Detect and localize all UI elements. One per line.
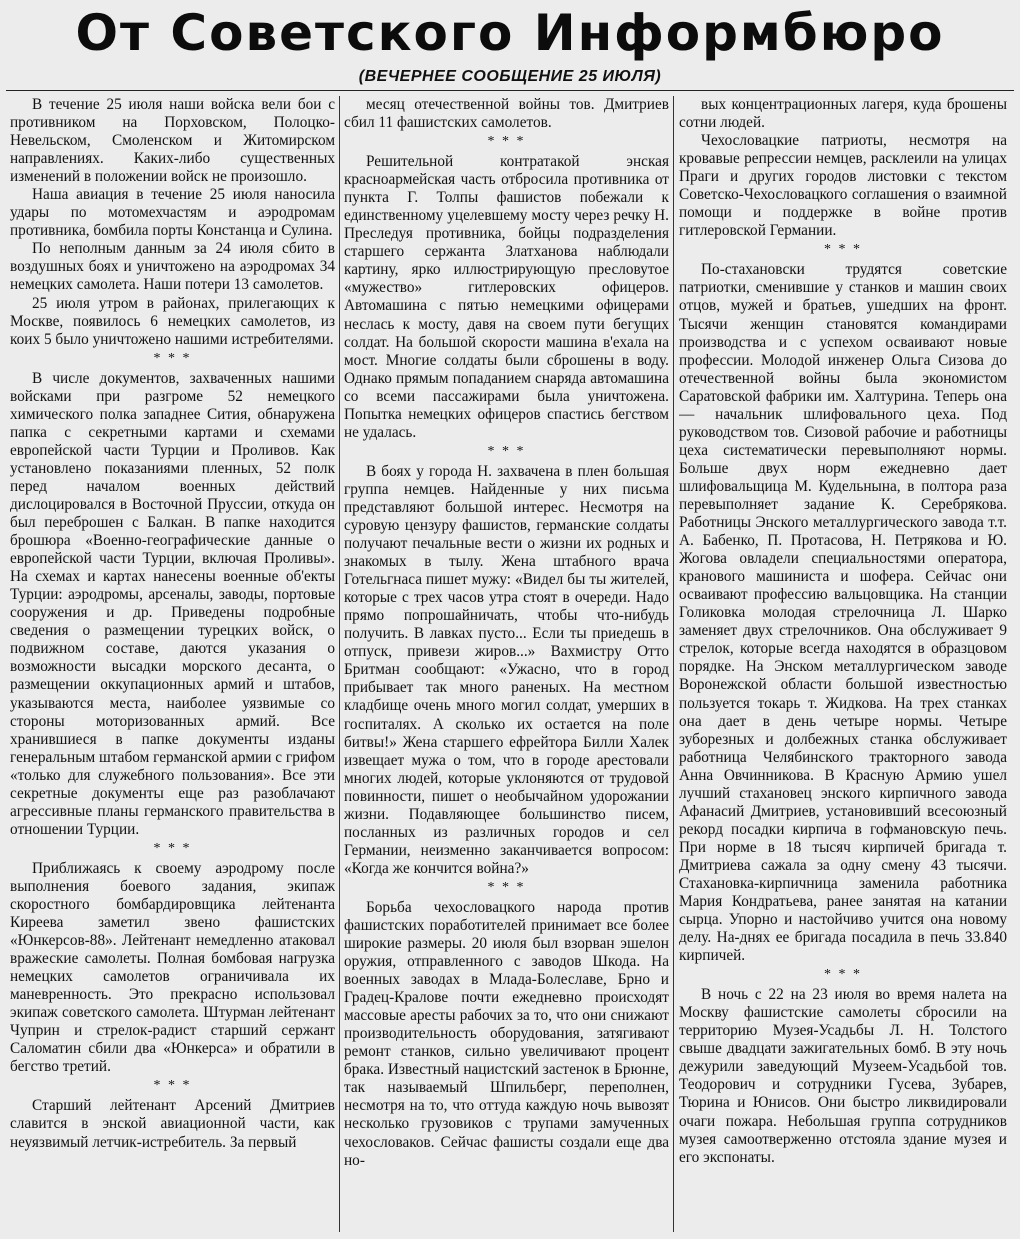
paragraph: По-стахановски трудятся советские патриотки, сменившие у станков и машин своих отцов, мужей и братьев, ушедших на фронт. Тысячи женщин становятся командирами производства и с успехом осваивают новые профессии. Молодой инженер Ольга Сизова до отечественной войны была экономистом Саратовской фабрики им. Халтурина. Теперь она — начальник шлифовального цеха. Под руководством тов. Сизовой рабочие и работницы цеха систематически перевыполняют нормы. Больше двух норм ежедневно дает шлифовальщица М. Кудельнына, в полтора раза перевыполняет задание К. Серебрякова. Работницы Энского металлургического завода т.т. А. Бабенко, П. Протасова, Н. Петрякова и Ю. Жогова овладели специальностями оператора, кранового машиниста и шофера. Сейчас они осваивают профессию вальцовщика. На станции Голиковка молодая стрелочница Л. Шарко заменяет двух стрелочников. Она обслуживает 9 стрелок, которые всегда находятся в образцовом порядке. На Энском металлургическом заводе Воронежской области большой известностью пользуется токарь т. Жидкова. На трех станках она дает в день четыре нормы. Четыре зуборезных и долбежных станка обслуживает работница Челябинского тракторного завода Анна Овчинникова. В Красную Армию ушел лучший стахановец энского кирпичного завода Афанасий Дмитриев, установивший всесоюзный рекорд посадки кирпича в гофмановскую печь. При норме в 18 тысяч кирпичей бригада т. Дмитриева сажала за одну смену 43 тысячи. Стахановка-кирпичница заменила работника Мария Кондратьева, ранее занятая на катании сырца. Упорно и настойчиво учится она новому делу. На-днях ее бригада посадила в печь 33.840 кирпичей. <box>679 261 1007 965</box>
paragraph: В боях у города Н. захвачена в плен большая группа немцев. Найденные у них письма представляют большой интерес. Несмотря на суровую цензуру фашистов, германские солдаты получают печальные вести о жизни их родных и знакомых в тылу. Жена штабного врача Готельгнаса пишет мужу: «Видел бы ты жителей, которые с трех часов утра стоят в очереди. Надо прямо попрошайничать, чтобы что-нибудь получить. В лавках пусто... Если ты приедешь в отпуск, привези жиров...» Вахмистру Отто Бритман сообщают: «Ужасно, что в город прибывает так много раненых. На местном кладбище очень много могил солдат, умерших в госпиталях. А сколько их остается на поле битвы!» Жена старшего ефрейтора Билли Халек извещает мужа о том, что в городе арестовали многих людей, которые уклоняются от трудовой повинности, пишет о необычайном удорожании жизни. Подавляющее большинство писем, посланных из различных городов и сел Германии, неизменно заканчивается вопросом: «Когда же кончится война?» <box>344 462 669 877</box>
column-2 <box>344 96 669 1234</box>
paragraph: Борьба чехословацкого народа против фашистских поработителей принимает все более широкие размеры. 20 июля был взорван эшелон оружия, отправленного с заводов Шкода. На военных заводах в Млада-Болеславе, Брно и Градец-Кралове почти ежедневно происходят массовые аресты рабочих за то, что они снижают производительность оборудования, затягивают ремонт станков, сильно увеличивают процент брака. Известный нацистский застенок в Брюнне, так называемый Шпильберг, переполнен, несмотря на то, что оттуда каждую ночь вывозят несколько грузовиков с трупами замученных чехословаков. Сейчас фашисты создали еще два но- <box>344 898 669 1169</box>
section-separator: * * * <box>487 879 526 895</box>
column-1 <box>10 96 335 1234</box>
column-divider <box>673 96 674 1232</box>
subheadline: (ВЕЧЕРНЕЕ СООБЩЕНИЕ 25 ИЮЛЯ) <box>358 68 662 85</box>
paragraph: Решительной контратакой энская красноармейская часть отбросила противника от пункта Г. Толпы фашистов побежали к единственному уцелевшему мосту через речку Н. Преследуя противника, бойцы подразделения старшего сержанта Златханова наблюдали картину, ярко иллюстрирующую пресловутое «мужество» гитлеровских офицеров. Автомашина с пятью немецкими офицерами неслась к мосту, давя на своем пути бегущих солдат. На большой скорости машина в'ехала на мост. Многие солдаты были сброшены в воду. Однако прямым попаданием снаряда автомашина со всеми пассажирами была уничтожена. Попытка немецких офицеров спастись бегством не удалась. <box>344 153 669 441</box>
paragraph: 25 июля утром в районах, прилегающих к Москве, появилось 6 немецких самолетов, из коих 5 было уничтожено нашими истребителями. <box>10 294 335 348</box>
column-3 <box>679 96 1007 1234</box>
paragraph: В ночь с 22 на 23 июля во время налета на Москву фашистские самолеты сбросили на территорию Музея-Усадьбы Л. Н. Толстого свыше двадцати зажигательных бомб. В эту ночь дежурили заведующий Музеем-Усадьбой тов. Теодорович и сотрудники Гусева, Зубарев, Тюрина и Юнисов. Они быстро ликвидировали очаги пожара. Небольшая группа сотрудников музея самоотверженно отстояла здание музея и его экспонаты. <box>679 986 1007 1166</box>
paragraph: Приближаясь к своему аэродрому после выполнения боевого задания, экипаж скоростного бомбардировщика лейтенанта Киреева заметил звено фашистских «Юнкерсов-88». Лейтенант немедленно атаковал вражеские самолеты. Полная бомбовая нагрузка немецких самолетов ограничивала их маневренность. Это прекрасно использовал экипаж советского самолета. Штурман лейтенант Чуприн и стрелок-радист старший сержант Саломатин сбили два «Юнкерса» и обратили в бегство третий. <box>10 859 335 1076</box>
paragraph: По неполным данным за 24 июля сбито в воздушных боях и уничтожено на аэродромах 34 немецких самолета. Наши потери 13 самолетов. <box>10 240 335 294</box>
paragraph: Старший лейтенант Арсений Дмитриев славится в энской авиационной части, как неуязвимый летчик-истребитель. За первый <box>10 1097 335 1151</box>
section-separator: * * * <box>824 967 862 983</box>
paragraph: Наша авиация в течение 25 июля наносила удары по мотомехчастям и аэродромам противника, бомбила порты Констанца и Сулина. <box>10 186 335 240</box>
section-separator: * * * <box>487 443 526 459</box>
section-separator: * * * <box>153 840 192 856</box>
section-separator: * * * <box>824 242 862 258</box>
section-separator: * * * <box>153 350 192 366</box>
section-separator: * * * <box>487 134 526 150</box>
paragraph: В течение 25 июля наши войска вели бои с противником на Порховском, Полоцко-Невельском, Смоленском и Житомирском направлениях. Каких-либо существенных изменений в положении войск не произошло. <box>10 96 335 186</box>
header-rule <box>6 90 1014 91</box>
paragraph: вых концентрационных лагеря, куда брошены сотни людей. <box>679 96 1007 132</box>
paragraph: месяц отечественной войны тов. Дмитриев сбил 11 фашистских самолетов. <box>344 96 669 132</box>
headline: От Советского Информбюро <box>75 4 945 62</box>
paragraph: Чехословацкие патриоты, несмотря на кровавые репрессии немцев, расклеили на улицах Праги и других городов листовки с текстом Советско-Чехословацкого соглашения о взаимной помощи и поддержке в войне против гитлеровской Германии. <box>679 132 1007 240</box>
column-divider <box>339 96 340 1232</box>
paragraph: В числе документов, захваченных нашими войсками при разгроме 52 немецкого химического полка западнее Сития, обнаружена папка с секретными картами и схемами европейской части Турции и Проливов. Как установлено показаниями пленных, 52 полк перед началом военных действий дислоцировался в Восточной Пруссии, откуда он был переброшен с Балкан. В папке находится брошюра «Военно-географические данные о европейской части Турции, включая Проливы». На схемах и картах нанесены военные об'екты Турции: аэродромы, арсеналы, заводы, портовые сооружения и др. Приведены подробные сведения о размещении турецких войск, о подвижном составе, даются указания о возможности высадки морского десанта, о размещении оккупационных армий и штабов, указываются места, наиболее уязвимые со стороны моторизованных армий. Все хранившиеся в папке документы изданы генеральным штабом германской армии с грифом «только для служебного пользования». Все эти секретные документы еще раз разоблачают агрессивные планы германского правительства в отношении Турции. <box>10 369 335 838</box>
section-separator: * * * <box>153 1078 192 1094</box>
